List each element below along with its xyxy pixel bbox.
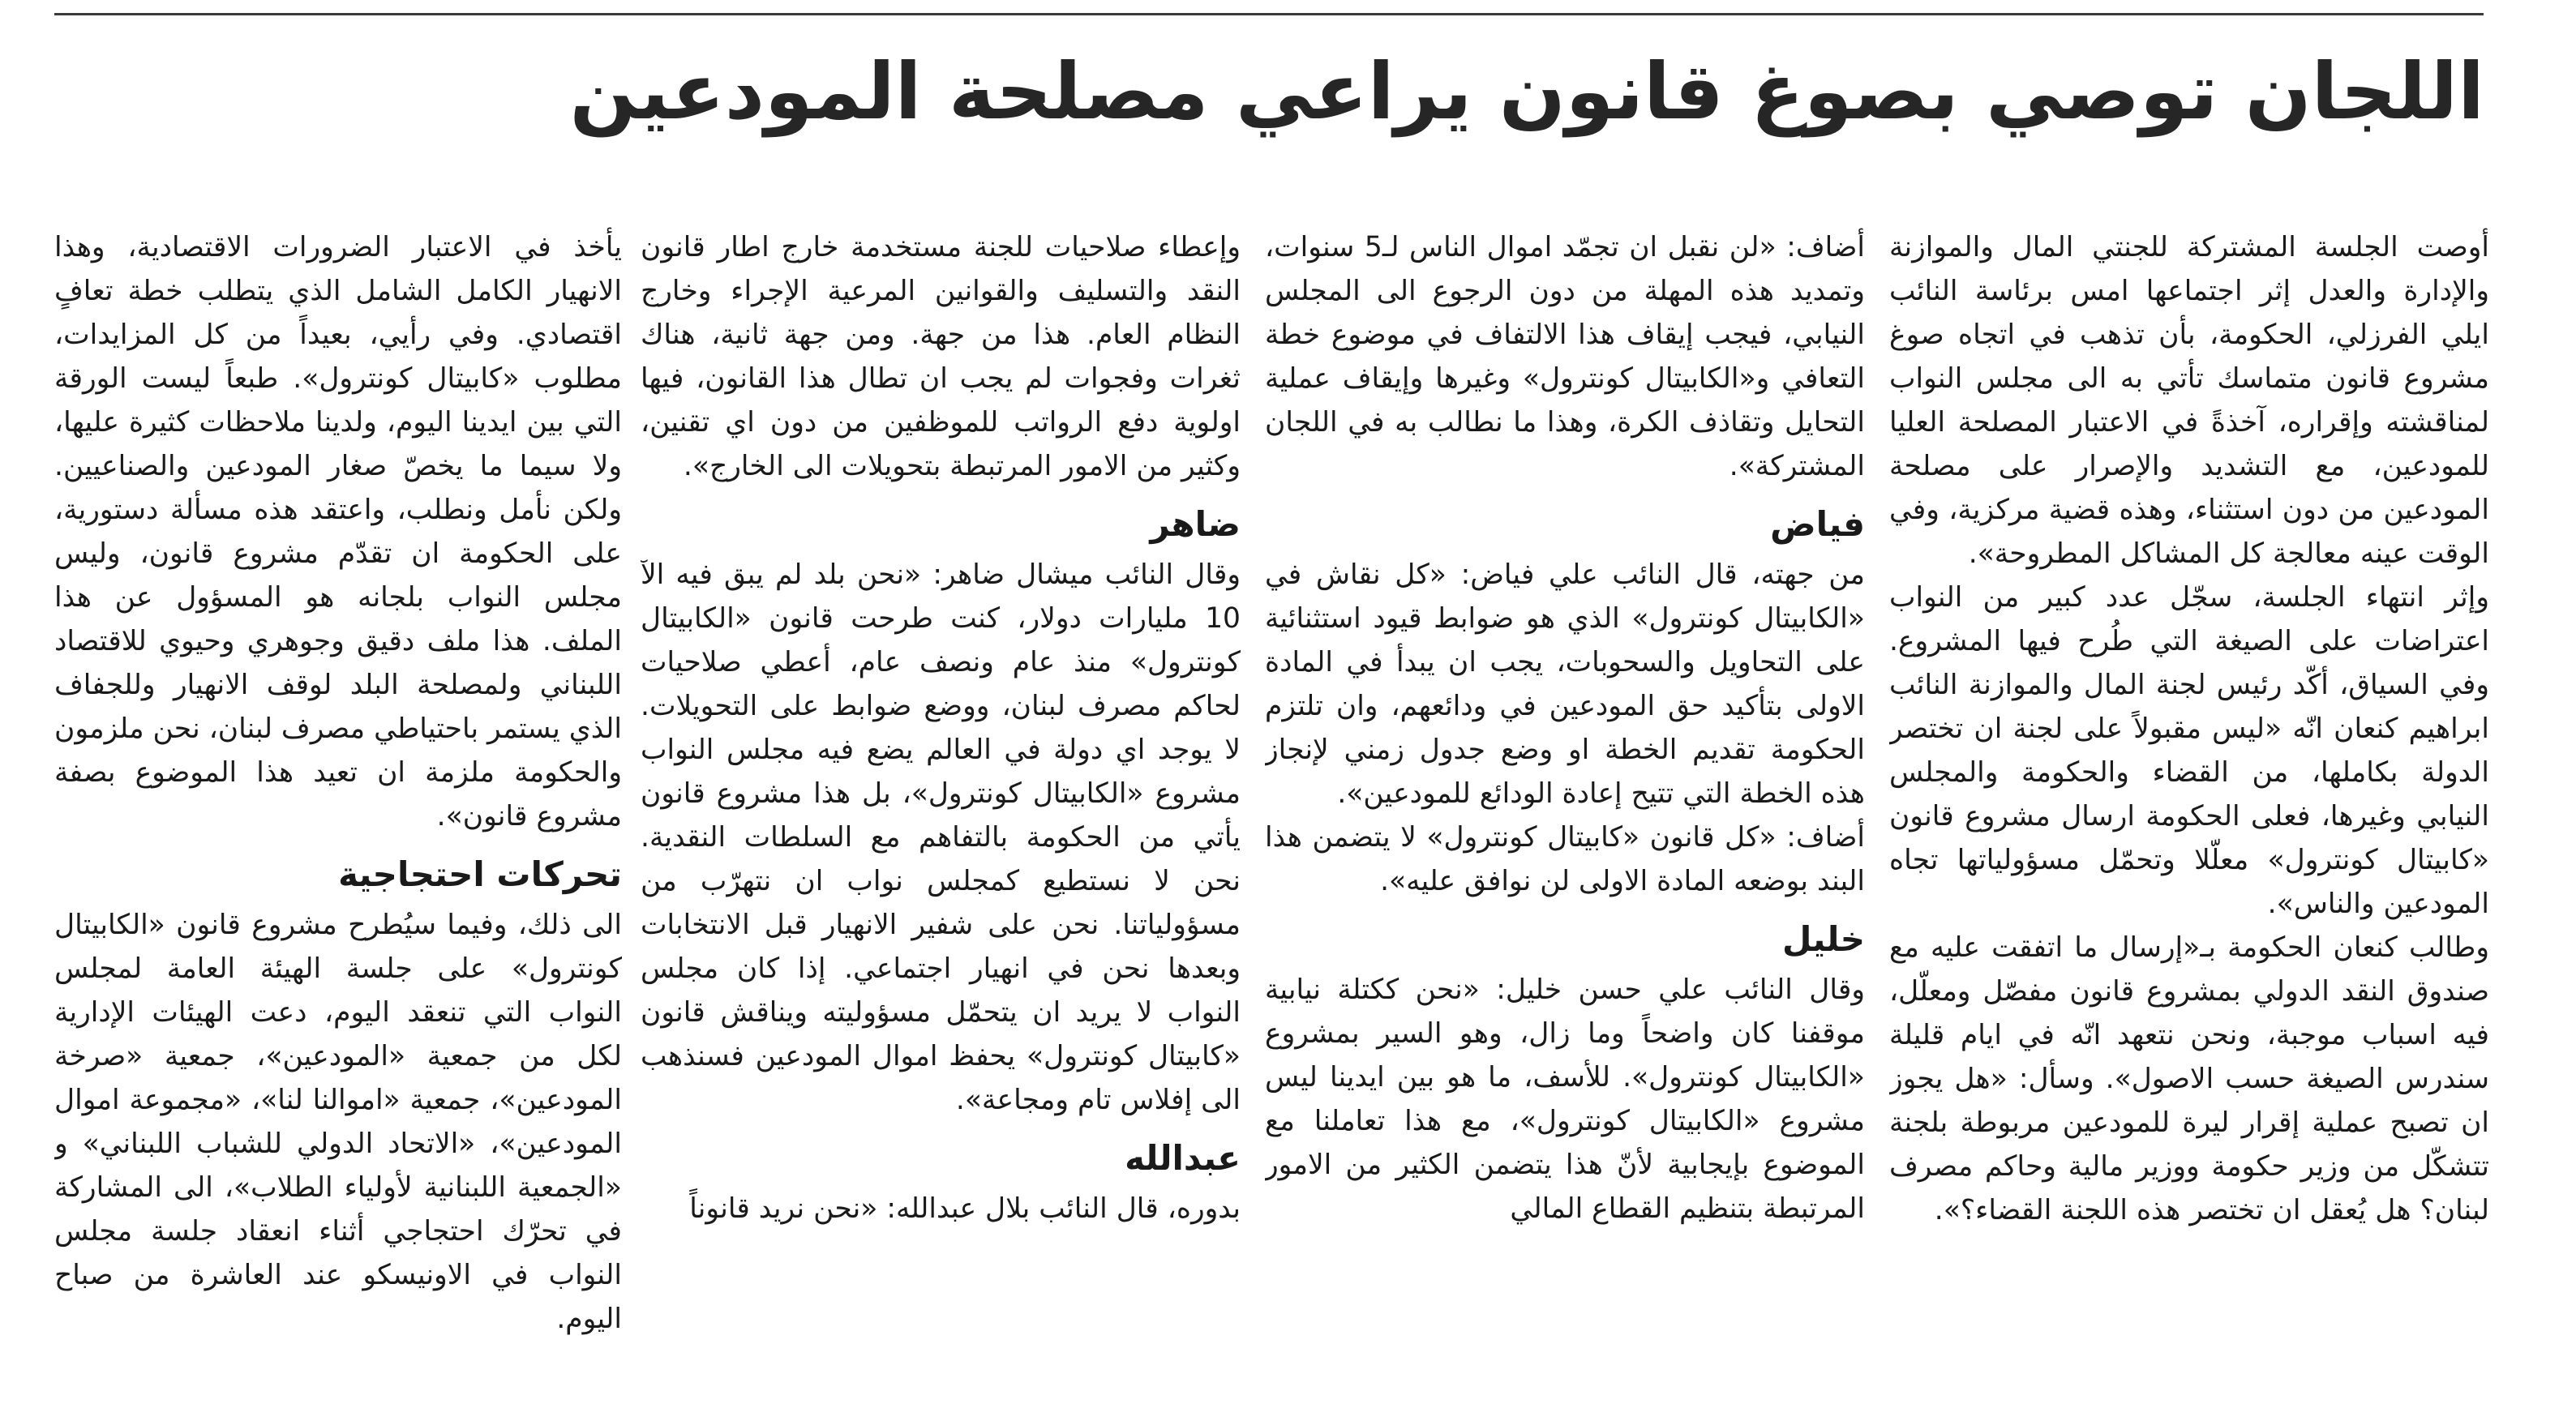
paragraph: أضاف: «كل قانون «كابيتال كونترول» لا يتضمن هذا البند بوضعه المادة الاولى لن نوافق عليه». bbox=[1265, 821, 1865, 897]
paragraph: من جهته، قال النائب علي فياض: «كل نقاش في «الكابيتال كونترول» الذي هو ضوابط قيود استثنائية على التحاويل والسحوبات، يجب ان يبدأ في المادة الاولى بتأكيد حق المودعين في ودائعهم، وان تلتزم الحكومة تقديم الخطة او وضع جدول زمني لإنجاز هذه الخطة التي تتيح إعادة الودائع للمودعين». bbox=[1265, 559, 1865, 810]
paragraph: بدوره، قال النائب بلال عبدالله: «نحن نريد قانوناً bbox=[689, 1192, 1241, 1225]
subheading: خليل bbox=[1781, 919, 1865, 959]
article-column-1 bbox=[1889, 225, 2489, 1417]
paragraph: وقال النائب علي حسن خليل: «نحن ككتلة نيابية موقفنا كان واضحاً وما زال، وهو السير بمشروع «الكابيتال كونترول». للأسف، ما هو بين ايدينا ليس مشروع «الكابيتال كونترول»، مع هذا تعاملنا مع الموضوع بإيجابية لأنّ هذا يتضمن الكثير من الامور المرتبطة بتنظيم القطاع المالي bbox=[1265, 974, 1865, 1225]
paragraph: أضاف: «لن نقبل ان تجمّد اموال الناس لـ5 سنوات، وتمديد هذه المهلة من دون الرجوع الى المجلس النيابي، فيجب إيقاف هذا الالتفاف في موضوع خطة التعافي و«الكابيتال كونترول» وغيرها وإيقاف عملية التحايل وتقاذف الكرة، وهذا ما نطالب به في اللجان المشتركة». bbox=[1265, 231, 1865, 482]
headline: اللجان توصي بصوغ قانون يراعي مصلحة المودعين bbox=[569, 46, 2484, 137]
article-column-4 bbox=[54, 225, 622, 1417]
paragraph: يأخذ في الاعتبار الضرورات الاقتصادية، وهذا الانهيار الكامل الشامل الذي يتطلب خطة تعافٍ اقتصادي. وفي رأيي، بعيداً من كل المزايدات، مطلوب «كابيتال كونترول». طبعاً ليست الورقة التي بين ايدينا اليوم، ولدينا ملاحظات كثيرة عليها، ولا سيما ما يخصّ صغار المودعين والصناعيين. ولكن نأمل ونطلب، واعتقد هذه مسألة دستورية، على الحكومة ان تقدّم مشروع قانون، وليس مجلس النواب بلجانه هو المسؤول عن هذا الملف. هذا ملف دقيق وجوهري وحيوي للاقتصاد اللبناني ولمصلحة البلد لوقف الانهيار وللجفاف الذي يستمر باحتياطي مصرف لبنان، نحن ملزمون والحكومة ملزمة ان تعيد هذا الموضوع بصفة مشروع قانون». bbox=[54, 231, 622, 832]
paragraph: وطالب كنعان الحكومة بـ«إرسال ما اتفقت عليه مع صندوق النقد الدولي بمشروع قانون مفصّل ومعلّل، فيه اسباب موجبة، ونحن نتعهد انّه في ايام قليلة سندرس الصيغة حسب الاصول». وسأل: «هل يجوز ان تصبح عملية إقرار ليرة للمودعين مربوطة بلجنة تتشكّل من وزير حكومة ووزير مالية وحاكم مصرف لبنان؟ هل يُعقل ان تختصر هذه اللجنة القضاء؟». bbox=[1889, 931, 2489, 1226]
paragraph: الى ذلك، وفيما سيُطرح مشروع قانون «الكابيتال كونترول» على جلسة الهيئة العامة لمجلس النواب التي تنعقد اليوم، دعت الهيئات الإدارية لكل من جمعية «المودعين»، جمعية «صرخة المودعين»، جمعية «اموالنا لنا»، «مجموعة اموال المودعين»، «الاتحاد الدولي للشباب اللبناني» و «الجمعية اللبنانية لأولياء الطلاب»، الى المشاركة في تحرّك احتجاجي أثناء انعقاد جلسة مجلس النواب في الاونيسكو عند العاشرة من صباح اليوم. bbox=[54, 909, 622, 1335]
paragraph: وإثر انتهاء الجلسة، سجّل عدد كبير من النواب اعتراضات على الصيغة التي طُرح فيها المشروع. وفي السياق، أكّد رئيس لجنة المال والموازنة النائب ابراهيم كنعان انّه «ليس مقبولاً على لجنة ان تختصر الدولة بكاملها، من القضاء والحكومة والمجلس النيابي وغيرها، فعلى الحكومة ارسال مشروع قانون «كابيتال كونترول» معلّلا وتحمّل مسؤولياتها تجاه المودعين والناس». bbox=[1889, 581, 2489, 920]
paragraph: وإعطاء صلاحيات للجنة مستخدمة خارج اطار قانون النقد والتسليف والقوانين المرعية الإجراء وخارج النظام العام. هذا من جهة. ومن جهة ثانية، هناك ثغرات وفجوات لم يجب ان تطال هذا القانون، فيها اولوية دفع الرواتب للموظفين من دون اي تقنين، وكثير من الامور المرتبطة بتحويلات الى الخارج». bbox=[641, 231, 1241, 482]
subheading: فياض bbox=[1770, 504, 1865, 544]
paragraph: وقال النائب ميشال ضاهر: «نحن بلد لم يبق فيه الآ 10 مليارات دولار، كنت طرحت قانون «الكابيتال كونترول» منذ عام ونصف عام، أعطي صلاحيات لحاكم مصرف لبنان، ووضع ضوابط على التحويلات. لا يوجد اي دولة في العالم يضع فيه مجلس النواب مشروع «الكابيتال كونترول»، بل هذا مشروع قانون يأتي من الحكومة بالتفاهم مع السلطات النقدية. نحن لا نستطيع كمجلس نواب ان نتهرّب من مسؤولياتنا. نحن على شفير الانهيار قبل الانتخابات وبعدها نحن في انهيار اجتماعي. إذا كان مجلس النواب لا يريد ان يتحمّل مسؤوليته ويناقش قانون «كابيتال كونترول» يحفظ اموال المودعين فسنذهب الى إفلاس تام ومجاعة». bbox=[641, 559, 1241, 1116]
subheading: تحركات احتجاجية bbox=[338, 854, 622, 894]
subheading: عبدالله bbox=[1125, 1138, 1241, 1178]
article-column-2 bbox=[1265, 225, 1865, 1417]
top-rule bbox=[54, 13, 2484, 15]
article-column-3 bbox=[641, 225, 1241, 1417]
subheading: ضاهر bbox=[1150, 504, 1241, 544]
paragraph: أوصت الجلسة المشتركة للجنتي المال والموازنة والإدارة والعدل إثر اجتماعها امس برئاسة النائب ايلي الفرزلي، الحكومة، بأن تذهب في اتجاه صوغ مشروع قانون متماسك تأتي به الى مجلس النواب لمناقشته وإقراره، آخذةً في الاعتبار المصلحة العليا للمودعين، مع التشديد والإصرار على مصلحة المودعين من دون استثناء، وهذه قضية مركزية، وفي الوقت عينه معالجة كل المشاكل المطروحة». bbox=[1889, 231, 2489, 570]
